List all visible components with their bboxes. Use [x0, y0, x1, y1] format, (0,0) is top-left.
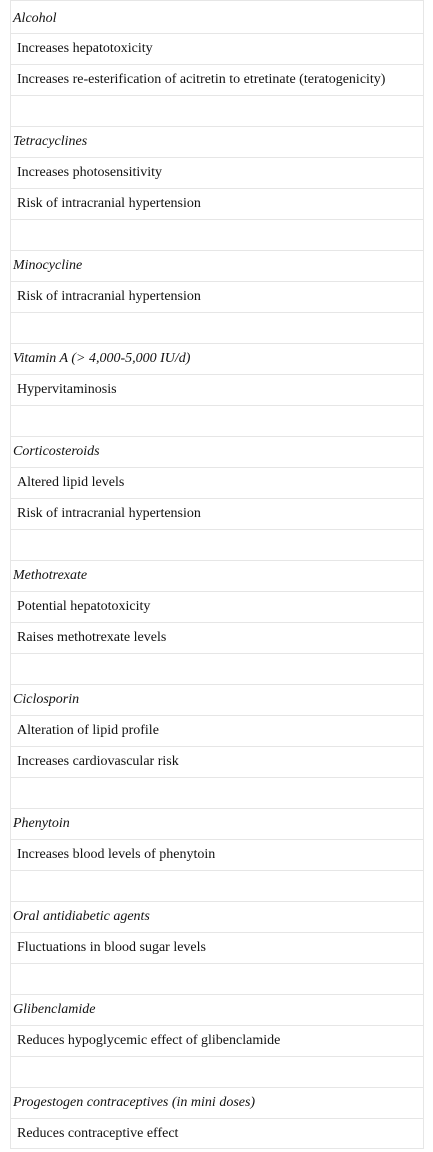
- drug-heading-row: [11, 250, 423, 281]
- drug-heading-row: [11, 0, 423, 33]
- drug-heading-row: [11, 684, 423, 715]
- effect-text: Fluctuations in blood sugar levels: [17, 940, 206, 955]
- effect-text: Reduces contraceptive effect: [17, 1125, 179, 1141]
- drug-interaction-table: [10, 0, 424, 1149]
- effect-row: [11, 1025, 423, 1056]
- blank-row: [11, 405, 423, 436]
- drug-heading-row: [11, 343, 423, 374]
- drug-name: Phenytoin: [13, 816, 70, 831]
- drug-name: Methotrexate: [13, 568, 88, 583]
- effect-row: [11, 281, 423, 312]
- effect-text: Risk of intracranial hypertension: [17, 196, 201, 211]
- drug-heading-row: [11, 901, 423, 932]
- effect-row: [11, 157, 423, 188]
- blank-row: [11, 529, 423, 560]
- blank-row: [11, 870, 423, 901]
- effect-row: [11, 591, 423, 622]
- drug-name: Oral antidiabetic agents: [13, 909, 150, 924]
- drug-name: Progestogen contraceptives (in mini doses): [13, 1095, 256, 1110]
- blank-row: [11, 219, 423, 250]
- drug-heading-row: [11, 560, 423, 591]
- effect-text: Increases blood levels of phenytoin: [17, 847, 216, 862]
- effect-row: [11, 839, 423, 870]
- effect-text: Potential hepatotoxicity: [17, 599, 151, 614]
- effect-text: Altered lipid levels: [17, 475, 125, 490]
- drug-name: Glibenclamide: [13, 1002, 96, 1017]
- drug-heading-row: [11, 994, 423, 1025]
- effect-row: [11, 1118, 423, 1149]
- drug-name: Tetracyclines: [13, 134, 88, 149]
- effect-row: [11, 33, 423, 64]
- drug-name: Vitamin A (> 4,000-5,000 IU/d): [13, 351, 191, 366]
- drug-name: Corticosteroids: [13, 444, 100, 459]
- drug-heading-row: [11, 126, 423, 157]
- effect-text: Reduces hypoglycemic effect of glibenclamide: [17, 1033, 281, 1048]
- effect-row: [11, 746, 423, 777]
- blank-row: [11, 1056, 423, 1087]
- effect-row: [11, 64, 423, 95]
- effect-row: [11, 467, 423, 498]
- effect-row: [11, 374, 423, 405]
- effect-row: [11, 498, 423, 529]
- effect-text: Alteration of lipid profile: [17, 723, 159, 738]
- blank-row: [11, 963, 423, 994]
- effect-text: Increases re-esterification of acitretin to etretinate (teratogenicity): [17, 72, 386, 87]
- blank-row: [11, 312, 423, 343]
- blank-row: [11, 95, 423, 126]
- drug-heading-row: [11, 808, 423, 839]
- effect-text: Increases hepatotoxicity: [17, 41, 153, 56]
- drug-heading-row: [11, 436, 423, 467]
- effect-row: [11, 622, 423, 653]
- effect-row: [11, 715, 423, 746]
- effect-text: Increases cardiovascular risk: [17, 754, 179, 769]
- drug-name: Ciclosporin: [13, 692, 80, 707]
- effect-text: Risk of intracranial hypertension: [17, 506, 201, 521]
- drug-name: Alcohol: [13, 11, 57, 26]
- drug-heading-row: [11, 1087, 423, 1118]
- blank-row: [11, 653, 423, 684]
- effect-text: Risk of intracranial hypertension: [17, 289, 201, 304]
- effect-text: Raises methotrexate levels: [17, 630, 167, 645]
- effect-text: Hypervitaminosis: [17, 382, 117, 397]
- effect-row: [11, 932, 423, 963]
- drug-name: Minocycline: [13, 258, 83, 273]
- effect-row: [11, 188, 423, 219]
- effect-text: Increases photosensitivity: [17, 165, 163, 180]
- blank-row: [11, 777, 423, 808]
